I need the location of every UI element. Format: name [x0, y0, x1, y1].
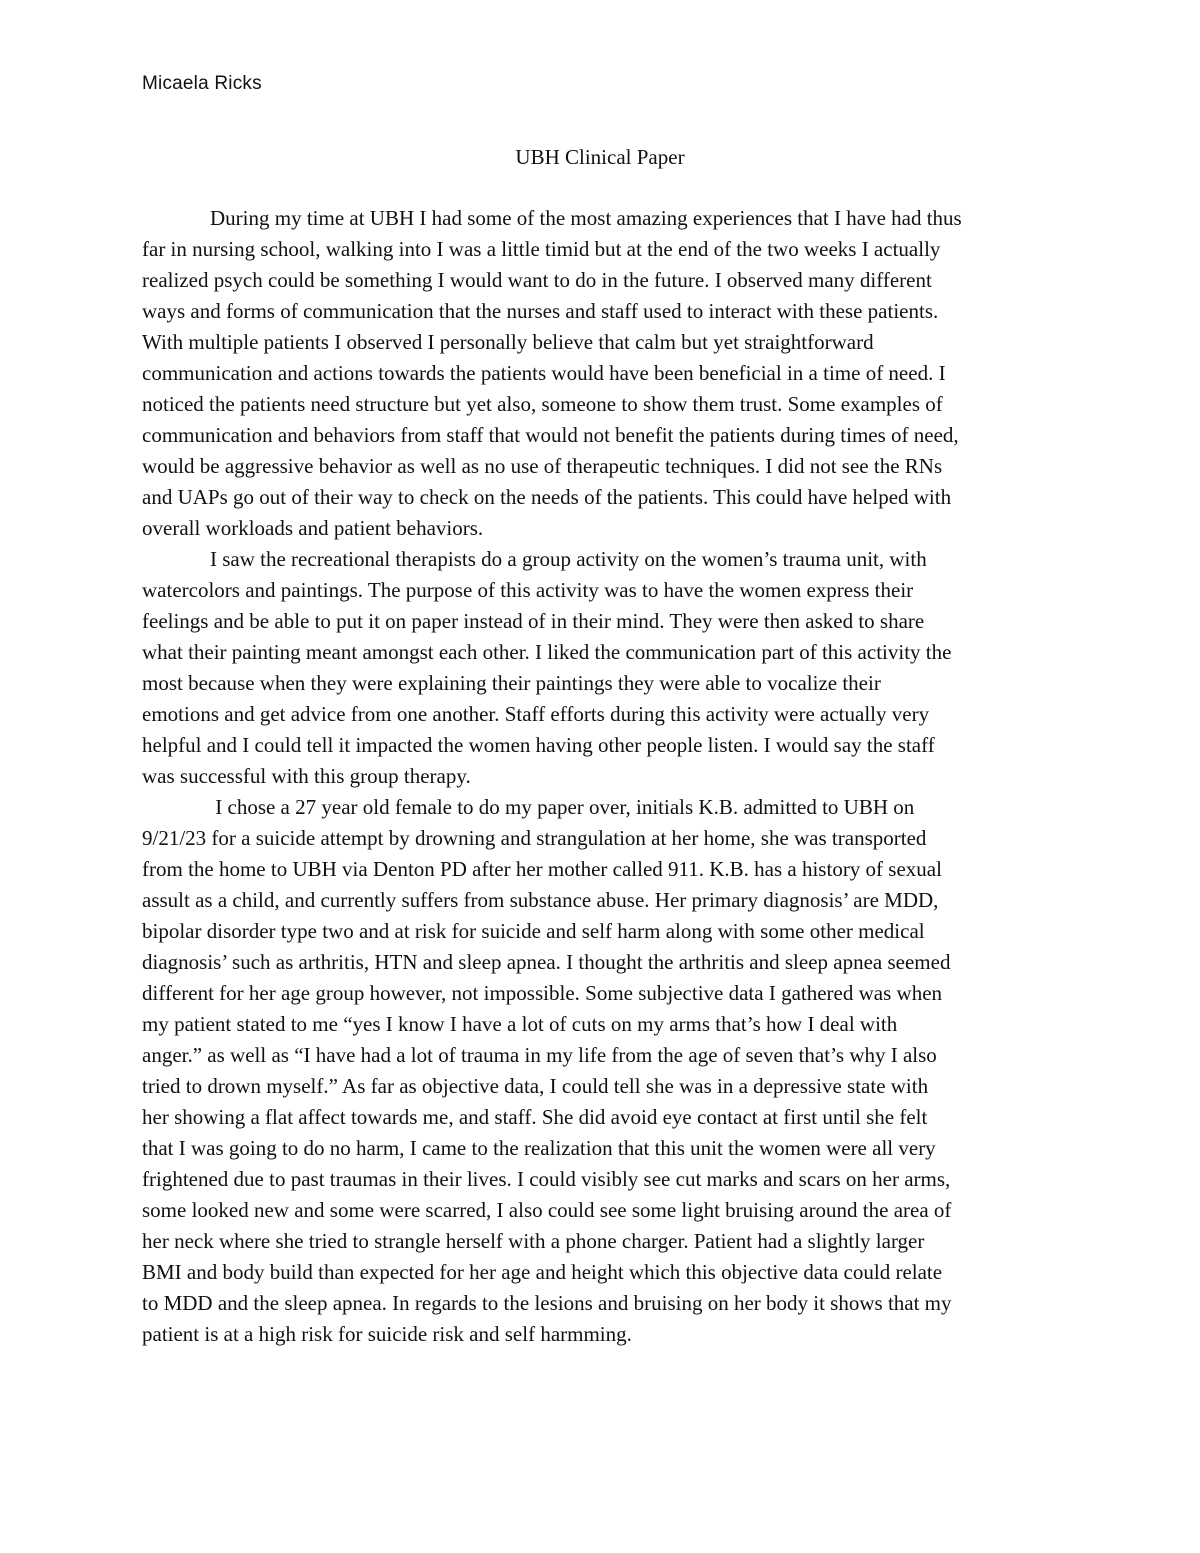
- paragraph-line: I saw the recreational therapists do a group activity on the women’s trauma unit, with: [210, 547, 927, 571]
- paragraph-line: and UAPs go out of their way to check on the needs of the patients. This could have helped with: [142, 485, 952, 509]
- paper-body: [142, 203, 1062, 1350]
- paragraph-line: communication and actions towards the patients would have been beneficial in a time of need. I: [142, 361, 946, 385]
- paragraph-line: assult as a child, and currently suffers from substance abuse. Her primary diagnosis’ are MDD,: [142, 888, 939, 912]
- paragraph-line: emotions and get advice from one another. Staff efforts during this activity were actually very: [142, 702, 930, 726]
- paragraph-line: my patient stated to me “yes I know I have a lot of cuts on my arms that’s how I deal with: [142, 1012, 898, 1036]
- paragraph-line: patient is at a high risk for suicide risk and self harmming.: [142, 1322, 632, 1346]
- paragraph-line: During my time at UBH I had some of the most amazing experiences that I have had thus: [210, 206, 962, 230]
- paragraph-line: frightened due to past traumas in their lives. I could visibly see cut marks and scars on her arms,: [142, 1167, 951, 1191]
- paragraph-line: different for her age group however, not impossible. Some subjective data I gathered was when: [142, 981, 943, 1005]
- paragraph-line: overall workloads and patient behaviors.: [142, 516, 484, 540]
- paragraph-line: most because when they were explaining their paintings they were able to vocalize their: [142, 671, 881, 695]
- paper-title: UBH Clinical Paper: [515, 145, 685, 169]
- paragraph-line: With multiple patients I observed I personally believe that calm but yet straightforward: [142, 330, 874, 354]
- paragraph-line: helpful and I could tell it impacted the women having other people listen. I would say the staff: [142, 733, 935, 757]
- author-name: Micaela Ricks: [142, 73, 262, 94]
- paragraph-line: some looked new and some were scarred, I also could see some light bruising around the area of: [142, 1198, 952, 1222]
- paragraph-line: diagnosis’ such as arthritis, HTN and sleep apnea. I thought the arthritis and sleep apnea seemed: [142, 950, 951, 974]
- paragraph-line: that I was going to do no harm, I came to the realization that this unit the women were all very: [142, 1136, 936, 1160]
- paragraph-line: tried to drown myself.” As far as objective data, I could tell she was in a depressive state with: [142, 1074, 929, 1098]
- paragraph-line: realized psych could be something I would want to do in the future. I observed many different: [142, 268, 932, 292]
- paragraph-line: watercolors and paintings. The purpose of this activity was to have the women express their: [142, 578, 914, 602]
- paragraph-line: I chose a 27 year old female to do my paper over, initials K.B. admitted to UBH on: [210, 795, 915, 819]
- paragraph-line: what their painting meant amongst each other. I liked the communication part of this activity the: [142, 640, 952, 664]
- paragraph-line: far in nursing school, walking into I was a little timid but at the end of the two weeks I actually: [142, 237, 941, 261]
- paragraph-line: communication and behaviors from staff that would not benefit the patients during times of need,: [142, 423, 959, 447]
- paragraph-line: her neck where she tried to strangle herself with a phone charger. Patient had a slightly larger: [142, 1229, 925, 1253]
- paragraph-line: noticed the patients need structure but yet also, someone to show them trust. Some examples of: [142, 392, 943, 416]
- paragraph-line: feelings and be able to put it on paper instead of in their mind. They were then asked to share: [142, 609, 925, 633]
- paragraph-line: would be aggressive behavior as well as no use of therapeutic techniques. I did not see the RNs: [142, 454, 943, 478]
- paragraph-line: anger.” as well as “I have had a lot of trauma in my life from the age of seven that’s why I also: [142, 1043, 937, 1067]
- paragraph-line: 9/21/23 for a suicide attempt by drowning and strangulation at her home, she was transported: [142, 826, 927, 850]
- paragraph-line: bipolar disorder type two and at risk for suicide and self harm along with some other medical: [142, 919, 925, 943]
- paragraph-line: was successful with this group therapy.: [142, 764, 471, 788]
- paragraph-line: BMI and body build than expected for her age and height which this objective data could relate: [142, 1260, 943, 1284]
- paragraph-line: from the home to UBH via Denton PD after her mother called 911. K.B. has a history of sexual: [142, 857, 942, 881]
- paragraph-line: ways and forms of communication that the nurses and staff used to interact with these patients.: [142, 299, 939, 323]
- paragraph-line: her showing a flat affect towards me, and staff. She did avoid eye contact at first until she felt: [142, 1105, 928, 1129]
- paragraph-line: to MDD and the sleep apnea. In regards to the lesions and bruising on her body it shows that my: [142, 1291, 952, 1315]
